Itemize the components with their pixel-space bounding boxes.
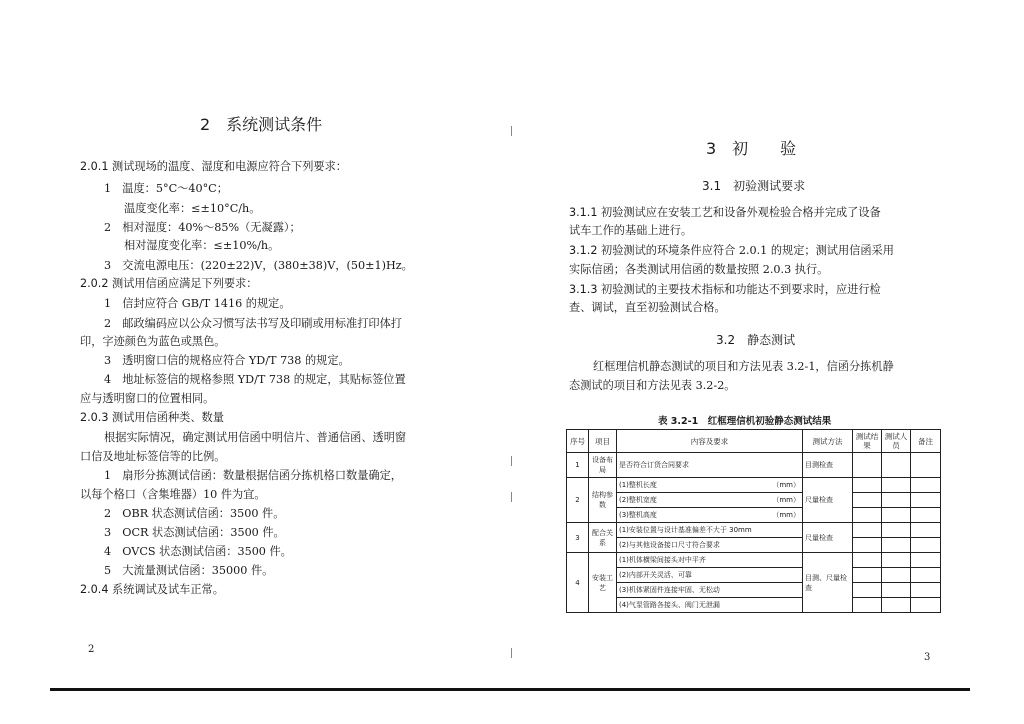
cell-person xyxy=(882,553,911,568)
clause-3-1-3 xyxy=(569,281,881,299)
text-line: 3 OCR 状态测试信函：3500 件。 xyxy=(104,526,285,539)
cell-result xyxy=(853,568,882,583)
cell-seq: 4 xyxy=(567,553,589,613)
header-seq: 序号 xyxy=(567,430,589,453)
table-row xyxy=(567,568,941,583)
content-text: (3)整机高度 xyxy=(619,511,657,519)
clause-text: 测试现场的温度、湿度和电源应符合下列要求： xyxy=(112,160,347,173)
cell-note xyxy=(911,583,941,598)
text-line: 红框理信机静态测试的项目和方法见表 3.2-1，信函分拣机静 xyxy=(593,360,894,373)
clause-number: 3.1.2 xyxy=(569,244,598,257)
cell-person xyxy=(882,598,911,613)
section-3-1-heading: 3.1 初验测试要求 xyxy=(702,179,806,193)
cell-note xyxy=(911,453,941,478)
cell-item: 配合关系 xyxy=(589,523,617,553)
text-line: 态测试的项目和方法见表 3.2-2。 xyxy=(569,379,736,392)
table-row xyxy=(567,453,941,478)
clause-3-1-1 xyxy=(569,204,881,222)
cell-result xyxy=(853,453,882,478)
text-line: 相对湿度变化率：≤±10%/h。 xyxy=(124,239,280,252)
cell-person xyxy=(882,508,911,523)
clause-number: 2.0.4 xyxy=(80,583,109,596)
gutter-mark xyxy=(511,492,512,502)
cell-content: (2)内部开关灵活、可靠 xyxy=(617,568,803,583)
cell-item: 设备布局 xyxy=(589,453,617,478)
clause-number: 2.0.3 xyxy=(80,411,109,424)
cell-content: (4)气泵管路各接头、阀门无泄漏 xyxy=(617,598,803,613)
cell-person xyxy=(882,523,911,538)
text-line: 4 地址标签信的规格参照 YD/T 738 的规定，其贴标签位置 xyxy=(104,373,406,386)
cell-content: (2)与其他设备接口尺寸符合要求 xyxy=(617,538,803,553)
cell-result xyxy=(853,508,882,523)
static-test-table xyxy=(566,429,941,613)
cell-seq: 3 xyxy=(567,523,589,553)
cell-method: 目测、尺量检查 xyxy=(803,553,853,613)
cell-person xyxy=(882,568,911,583)
text-line: 1 信封应符合 GB/T 1416 的规定。 xyxy=(104,297,291,310)
clause-number: 2.0.2 xyxy=(80,277,109,290)
text-line: 口信及地址标签信等的比例。 xyxy=(80,450,226,463)
cell-content: (1)机体横梁间接头对中平齐 xyxy=(617,553,803,568)
cell-content xyxy=(617,478,803,493)
text-line: 应与透明窗口的位置相同。 xyxy=(80,392,215,405)
table-row xyxy=(567,478,941,493)
cell-content xyxy=(617,493,803,508)
clause-3-1-2 xyxy=(569,242,894,260)
clause-text: 测试用信函种类、数量 xyxy=(112,411,224,424)
text-line: 试车工作的基础上进行。 xyxy=(569,224,693,237)
header-method: 测试方法 xyxy=(803,430,853,453)
clause-text: 初验测试的环境条件应符合 2.0.1 的规定；测试用信函采用 xyxy=(601,244,894,257)
clause-2-0-2 xyxy=(80,275,257,293)
clause-number: 3.1.1 xyxy=(569,206,598,219)
text-line: 5 大流量测试信函：35000 件。 xyxy=(104,564,274,577)
text-line: 2 邮政编码应以公众习惯写法书写及印刷或用标准打印体打 xyxy=(104,317,402,330)
table-title: 表 3.2-1 红框理信机初验静态测试结果 xyxy=(658,416,832,427)
clause-text: 测试用信函应满足下列要求： xyxy=(112,277,258,290)
cell-result xyxy=(853,523,882,538)
table-row xyxy=(567,583,941,598)
content-text: (2)整机宽度 xyxy=(619,496,657,504)
header-content: 内容及要求 xyxy=(617,430,803,453)
header-person: 测试人员 xyxy=(882,430,911,453)
left-chapter-title: 2 系统测试条件 xyxy=(200,115,323,134)
header-note: 备注 xyxy=(911,430,941,453)
table-row xyxy=(567,598,941,613)
cell-note xyxy=(911,568,941,583)
text-line: 根据实际情况，确定测试用信函中明信片、普通信函、透明窗 xyxy=(104,431,407,444)
clause-2-0-4 xyxy=(80,581,224,599)
cell-result xyxy=(853,553,882,568)
cell-note xyxy=(911,523,941,538)
cell-item: 结构参数 xyxy=(589,478,617,523)
gutter-mark xyxy=(511,648,512,658)
cell-result xyxy=(853,538,882,553)
unit-text: （mm） xyxy=(772,481,800,489)
cell-result xyxy=(853,493,882,508)
cell-note xyxy=(911,508,941,523)
gutter-mark xyxy=(511,126,512,136)
content-text: (1)整机长度 xyxy=(619,481,657,489)
cell-result xyxy=(853,598,882,613)
cell-person xyxy=(882,478,911,493)
cell-person xyxy=(882,538,911,553)
table-row xyxy=(567,493,941,508)
clause-text: 初验测试的主要技术指标和功能达不到要求时，应进行检 xyxy=(601,283,881,296)
text-line: 以每个格口（含集堆器）10 件为宜。 xyxy=(80,488,266,501)
clause-text: 初验测试应在安装工艺和设备外观检验合格并完成了设备 xyxy=(601,206,881,219)
cell-note xyxy=(911,553,941,568)
text-line: 3 透明窗口信的规格应符合 YD/T 738 的规定。 xyxy=(104,354,350,367)
page-number-left: 2 xyxy=(88,644,95,655)
text-line: 温度变化率：≤±10°C/h。 xyxy=(124,202,261,215)
page-number-right: 3 xyxy=(924,652,931,663)
table-row xyxy=(567,508,941,523)
cell-person xyxy=(882,493,911,508)
cell-result xyxy=(853,583,882,598)
clause-2-0-1 xyxy=(80,158,347,176)
cell-method: 尺量检查 xyxy=(803,523,853,553)
header-result: 测试结果 xyxy=(853,430,882,453)
cell-person xyxy=(882,583,911,598)
clause-2-0-3 xyxy=(80,409,224,427)
text-line: 2 相对湿度：40%～85%（无凝露）； xyxy=(104,221,301,234)
clause-text: 系统调试及试车正常。 xyxy=(112,583,224,596)
unit-text: （mm） xyxy=(772,496,800,504)
cell-result xyxy=(853,478,882,493)
text-line: 1 温度：5°C～40°C； xyxy=(104,182,228,195)
unit-text: （mm） xyxy=(772,511,800,519)
cell-note xyxy=(911,493,941,508)
section-3-2-heading: 3.2 静态测试 xyxy=(716,333,796,347)
cell-method: 目测检查 xyxy=(803,453,853,478)
text-line: 2 OBR 状态测试信函：3500 件。 xyxy=(104,507,285,520)
cell-content xyxy=(617,508,803,523)
cell-seq: 1 xyxy=(567,453,589,478)
cell-content: (3)机体紧固件连接牢固、无松动 xyxy=(617,583,803,598)
clause-number: 3.1.3 xyxy=(569,283,598,296)
cell-content: 是否符合订货合同要求 xyxy=(617,453,803,478)
cell-seq: 2 xyxy=(567,478,589,523)
table-row xyxy=(567,523,941,538)
cell-note xyxy=(911,538,941,553)
cell-person xyxy=(882,453,911,478)
gutter-mark xyxy=(511,456,512,466)
cell-content: (1)安装位置与设计基准偏差不大于 30mm xyxy=(617,523,803,538)
table-row xyxy=(567,538,941,553)
text-line: 1 扇形分拣测试信函：数量根据信函分拣机格口数量确定， xyxy=(104,469,402,482)
clause-number: 2.0.1 xyxy=(80,160,109,173)
table-row xyxy=(567,553,941,568)
table-header-row xyxy=(567,430,941,453)
bottom-rule xyxy=(50,688,970,691)
header-item: 项目 xyxy=(589,430,617,453)
cell-method: 尺量检查 xyxy=(803,478,853,523)
text-line: 查、调试，直至初验测试合格。 xyxy=(569,301,726,314)
cell-note xyxy=(911,478,941,493)
right-chapter-title: 3 初 验 xyxy=(706,139,797,158)
text-line: 实际信函；各类测试用信函的数量按照 2.0.3 执行。 xyxy=(569,263,829,276)
text-line: 4 OVCS 状态测试信函：3500 件。 xyxy=(104,545,292,558)
text-line: 3 交流电源电压：(220±22)V，(380±38)V，(50±1)Hz。 xyxy=(104,259,413,272)
text-line: 印，字迹颜色为蓝色或黑色。 xyxy=(80,335,226,348)
cell-item: 安装工艺 xyxy=(589,553,617,613)
cell-note xyxy=(911,598,941,613)
